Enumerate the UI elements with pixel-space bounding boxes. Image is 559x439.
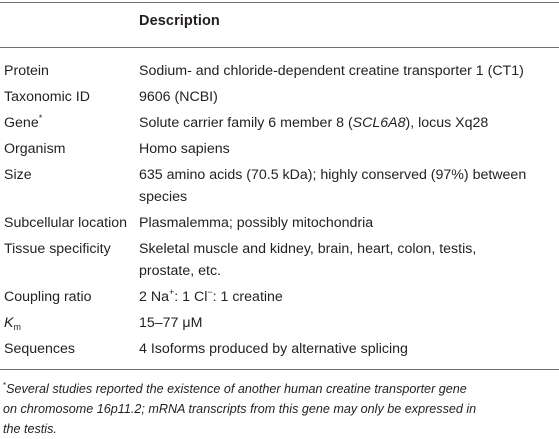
row-label-coupling-ratio: Coupling ratio <box>4 289 92 305</box>
gene-symbol: SCL6A8 <box>352 115 406 131</box>
header-rule <box>0 47 559 48</box>
row-value-size-line1: 635 amino acids (70.5 kDa); highly conserved (97%) between <box>139 167 527 183</box>
table-footnote <box>3 376 555 439</box>
row-label-gene: Gene* <box>4 113 43 131</box>
row-value-km: 15–77 μM <box>139 315 203 331</box>
gene-footnote-mark: * <box>38 113 43 123</box>
row-value-coupling-ratio: 2 Na+: 1 Cl−: 1 creatine <box>139 287 283 305</box>
row-value-tissue-specificity-line2: prostate, etc. <box>139 263 222 279</box>
row-label-protein: Protein <box>4 63 49 79</box>
row-value-sequences: 4 Isoforms produced by alternative splicing <box>139 341 408 357</box>
row-label-km: $K_m$ <box>4 315 21 332</box>
row-label-taxonomic-id: Taxonomic ID <box>4 89 90 105</box>
table-top-rule <box>0 2 559 3</box>
row-label-organism: Organism <box>4 141 66 157</box>
footnote-line3: the testis. <box>3 422 57 436</box>
table-bottom-rule <box>0 369 559 370</box>
row-label-sequences: Sequences <box>4 341 75 357</box>
row-value-subcellular-location: Plasmalemma; possibly mitochondria <box>139 215 374 231</box>
footnote-line2: on chromosome 16p11.2; mRNA transcripts from this gene may only be expressed in <box>3 402 477 416</box>
row-value-gene: Solute carrier family 6 member 8 (SCL6A8), locus Xq28 <box>139 115 489 131</box>
row-value-size-line2: species <box>139 189 188 205</box>
row-label-subcellular-location: Subcellular location <box>4 215 128 231</box>
footnote-line1: *Several studies reported the existence of another human creatine transporter gene <box>3 381 467 396</box>
row-value-organism: Homo sapiens <box>139 141 230 157</box>
row-label-size: Size <box>4 167 32 183</box>
row-value-protein: Sodium- and chloride-dependent creatine transporter 1 (CT1) <box>139 63 524 79</box>
column-header-description: Description <box>139 13 220 29</box>
footnote-mark: * <box>3 381 7 390</box>
row-value-taxonomic-id: 9606 (NCBI) <box>139 89 218 105</box>
row-value-tissue-specificity-line1: Skeletal muscle and kidney, brain, heart, colon, testis, <box>139 241 477 257</box>
row-label-tissue-specificity: Tissue specificity <box>4 241 111 257</box>
